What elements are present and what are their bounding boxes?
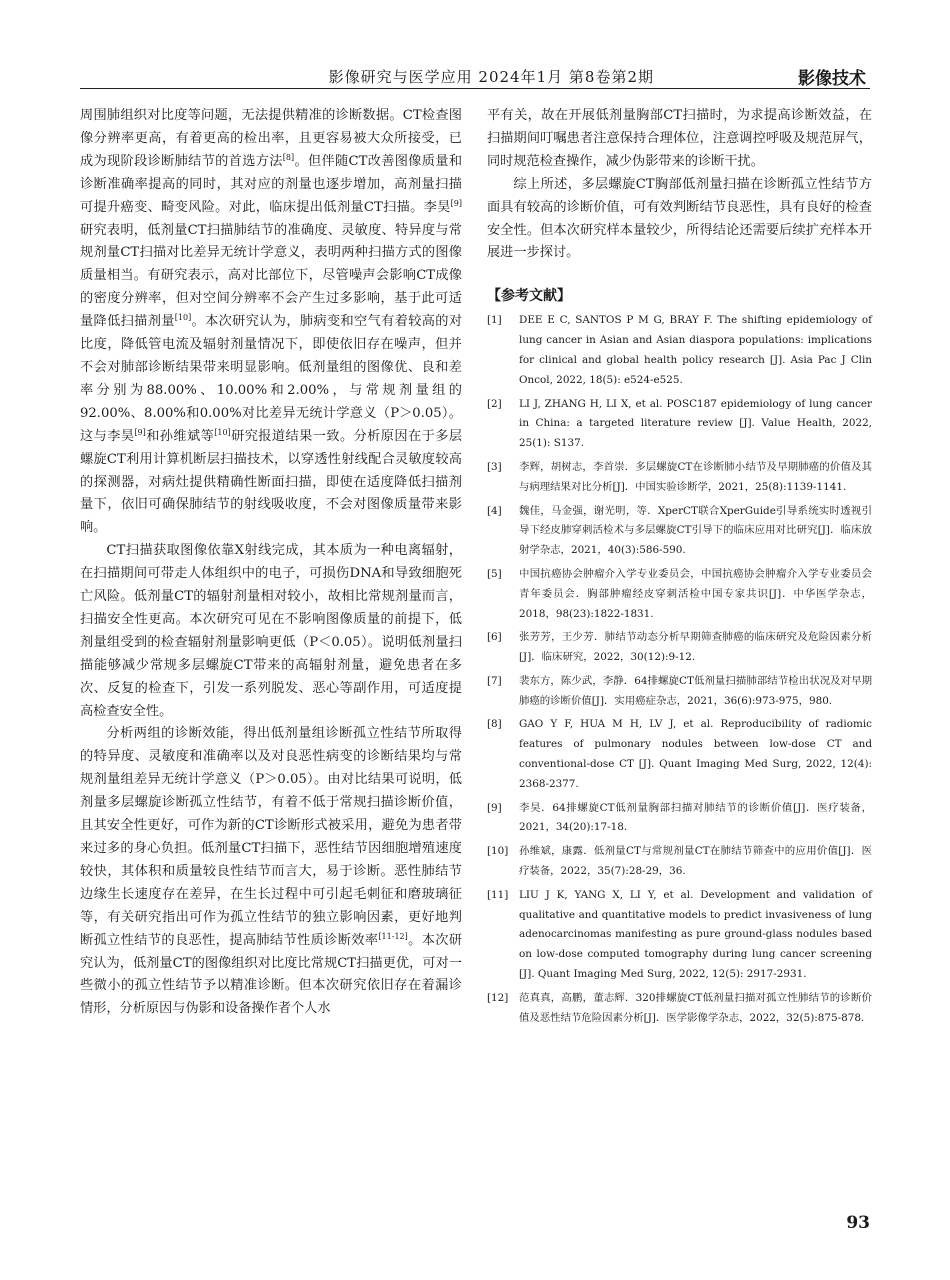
reference-number: [8] xyxy=(487,718,502,731)
reference-item xyxy=(487,565,872,624)
body-paragraph xyxy=(80,723,462,1021)
text-run: 。本次研究认为，低剂量CT的图像组织对比度比常规CT扫描更优，可对一些微小的孤立性结节予以精准诊断。但本次研究依旧存在着漏诊情形，分析原因与伪影和设备操作者个人水 xyxy=(80,932,463,1017)
text-run: 分析两组的诊断效能，得出低剂量组诊断孤立性结节所取得的特异度、灵敏度和准确率以及对良恶性病变的诊断结果均与常规剂量组差异无统计学意义（P＞0.05）。由对比结果可说明，低剂量多层螺旋诊断孤立性结节，有着不低于常规扫描诊断价值，且其安全性更好，可作为新的CT诊断形式被采用，避免为患者带来过多的身心负担。低剂量CT扫描下，恶性结节因细胞增殖速度较快，其体积和质量较良性结节而言大，易于诊断。恶性肺结节边缘生长速度存在差异，在生长过程中可引起毛刺征和磨玻璃征等，有关研究指出可作为孤立性结节的独立影响因素，更好地判断孤立性结节的良恶性，提高肺结节性质诊断效率 xyxy=(80,726,462,948)
reference-item xyxy=(487,989,872,1029)
text-run: 周围肺组织对比度等问题，无法提供精准的诊断数据。CT检查图像分辨率更高，有着更高的检出率，且更容易被大众所接受，已成为现阶段诊断肺结节的首选方法 xyxy=(80,108,462,169)
reference-text: 裴东方，陈少武，李静．64排螺旋CT低剂量扫描肺部结节检出状况及对早期肺癌的诊断价值[J]．实用癌症杂志，2021，36(6):973-975，980. xyxy=(519,674,872,707)
reference-text: 李昊．64排螺旋CT低剂量胸部扫描对肺结节的诊断价值[J]．医疗装备，2021，34(20):17-18. xyxy=(519,801,872,834)
body-paragraph xyxy=(80,105,462,540)
reference-number: [11] xyxy=(487,888,509,901)
reference-item xyxy=(487,458,872,498)
reference-number: [10] xyxy=(487,845,509,858)
page-number: 93 xyxy=(846,1213,870,1233)
text-run: 研究报道结果一致。分析原因在于多层螺旋CT利用计算机断层扫描技术，以穿透性射线配合灵敏度较高的探测器，对病灶提供精确性断面扫描，即使在适度降低扫描剂量下，依旧可确保肺结节的射线吸收度，不会对图像质量带来影响。 xyxy=(80,428,463,536)
reference-number: [7] xyxy=(487,674,502,687)
citation: [9] xyxy=(450,198,462,208)
reference-item xyxy=(487,672,872,712)
reference-text: 孙维斌，康露．低剂量CT与常规剂量CT在肺结节筛查中的应用价值[J]．医疗装备，2022，35(7):28-29，36. xyxy=(519,845,872,878)
text-run: 和孙维斌等 xyxy=(145,428,215,444)
reference-number: [12] xyxy=(487,991,509,1004)
reference-item xyxy=(487,311,872,390)
reference-text: 张芳芳，王少芳．肺结节动态分析早期筛查肺癌的临床研究及危险因素分析[J]．临床研究，2022，30(12):9-12. xyxy=(519,631,872,664)
reference-text: LIU J K, YANG X, LI Y, et al. Development and validation of qualitative and quantitative models to predict invasiveness of lung adenocarcinomas manifesting as pure ground-glass nodules based on low-dose computed tomography during lung cancer screening [J]. Quant Imaging Med Surg, 2022, 12(5): 2917-2931. xyxy=(519,888,872,981)
body-paragraph: 平有关，故在开展低剂量胸部CT扫描时，为求提高诊断效益，在扫描期间叮嘱患者注意保持合理体位，注意调控呼吸及规范屏气，同时规范检查操作，减少伪影带来的诊断干扰。 xyxy=(487,108,872,169)
citation: [9] xyxy=(134,427,146,437)
reference-item xyxy=(487,799,872,839)
text-run: 。但伴随CT改善图像质量和诊断准确率提高的同时，其对应的剂量也逐步增加，高剂量扫描可提升癌变、畸变风险。对此，临床提出低剂量CT扫描。李昊 xyxy=(80,153,463,215)
reference-text: DEE E C, SANTOS P M G, BRAY F. The shifting epidemiology of lung cancer in Asian and Asian diaspora populations: implications for clinical and global health policy research [J]. Asia Pac J Clin Oncol, 2022, 18(5): e524-e525. xyxy=(519,314,872,386)
reference-number: [1] xyxy=(487,314,502,327)
reference-list xyxy=(487,311,872,1028)
section-title: 影像技术 xyxy=(798,69,866,89)
text-run: 。本次研究认为，肺病变和空气有着较高的对比度，降低管电流及辐射剂量情况下，即使依旧存在噪声，但并不会对肺部诊断结果带来明显影响。低剂量组的图像优、良和差率分别为88.00%、10.00%和2.00%，与常规剂量组的92.00%、8.00%和0.00%对比差异无统计学意义（P＞0.05）。这与李昊 xyxy=(80,314,462,444)
reference-number: [4] xyxy=(487,504,502,517)
running-header xyxy=(80,64,870,89)
citation: [8] xyxy=(282,152,295,162)
reference-text: 范真真，高鹏，董志辉．320排螺旋CT低剂量扫描对孤立性肺结节的诊断价值及恶性结节危险因素分析[J]．医学影像学杂志，2022，32(5):875-878. xyxy=(519,991,872,1024)
reference-text: 李辉，胡树志，李首崇．多层螺旋CT在诊断肺小结节及早期肺癌的价值及其与病理结果对比分析[J]．中国实验诊断学，2021，25(8):1139-1141. xyxy=(519,460,872,493)
reference-number: [9] xyxy=(487,801,502,814)
reference-text: LI J, ZHANG H, LI X, et al. POSC187 epidemiology of lung cancer in China: a targeted literature review [J]. Value Health, 2022, 25(1): S137. xyxy=(519,397,872,450)
reference-number: [6] xyxy=(487,631,502,644)
reference-text: 中国抗癌协会肿瘤介入学专业委员会，中国抗癌协会肿瘤介入学专业委员会青年委员会．胸部肿瘤经皮穿刺活检中国专家共识[J]．中华医学杂志，2018，98(23):1822-1831. xyxy=(519,567,872,620)
reference-item xyxy=(487,628,872,668)
reference-item xyxy=(487,715,872,794)
body-paragraph: CT扫描获取图像依靠X射线完成，其本质为一种电离辐射，在扫描期间可带走人体组织中的电子，可损伤DNA和导致细胞死亡风险。低剂量CT的辐射剂量相对较小，故相比常规剂量而言，扫描安全性更高。本次研究可见在不影响图像质量的前提下，低剂量组受到的检查辐射剂量影响更低（P＜0.05）。说明低剂量扫描能够减少常规多层螺旋CT带来的高辐射剂量，避免患者在多次、反复的检查下，引发一系列脱发、恶心等副作用，可适度提高检查安全性。 xyxy=(80,543,462,719)
right-column xyxy=(487,105,872,1032)
body-paragraph: 综上所述，多层螺旋CT胸部低剂量扫描在诊断孤立性结节方面具有较高的诊断价值，可有效判断结节良恶性，具有良好的检查安全性。但本次研究样本量较少，所得结论还需要后续扩充样本开展进一步探讨。 xyxy=(487,176,872,261)
citation: [11-12] xyxy=(378,931,408,941)
reference-number: [5] xyxy=(487,567,502,580)
reference-item xyxy=(487,886,872,985)
reference-item xyxy=(487,395,872,454)
left-column xyxy=(80,105,462,1021)
journal-info: 影像研究与医学应用 2024年1月 第8卷第2期 xyxy=(328,68,654,86)
citation: [10] xyxy=(174,313,192,323)
reference-item xyxy=(487,502,872,561)
references-heading: 【参考文献】 xyxy=(487,288,571,305)
reference-number: [3] xyxy=(487,460,502,473)
citation: [10] xyxy=(214,427,231,437)
reference-text: GAO Y F, HUA M H, LV J, et al. Reproducibility of radiomic features of pulmonary nodules between low-dose CT and conventional-dose CT [J]. Quant Imaging Med Surg, 2022, 12(4): 2368-2377. xyxy=(519,718,872,790)
text-run: 研究表明，低剂量CT扫描肺结节的准确度、灵敏度、特异度与常规剂量CT扫描对比差异无统计学意义，表明两种扫描方式的图像质量相当。有研究表示，高对比部位下，尽管噪声会影响CT成像的密度分辨率，但对空间分辨率不会产生过多影响，基于此可适量降低扫描剂量 xyxy=(80,222,462,330)
reference-number: [2] xyxy=(487,397,502,410)
reference-text: 魏佳，马金强，谢光明，等．XperCT联合XperGuide引导系统实时透视引导下经皮肺穿刺活检术与多层螺旋CT引导下的临床应用对比研究[J]．临床放射学杂志，2021，40(3):586-590. xyxy=(519,504,872,557)
reference-item xyxy=(487,842,872,882)
